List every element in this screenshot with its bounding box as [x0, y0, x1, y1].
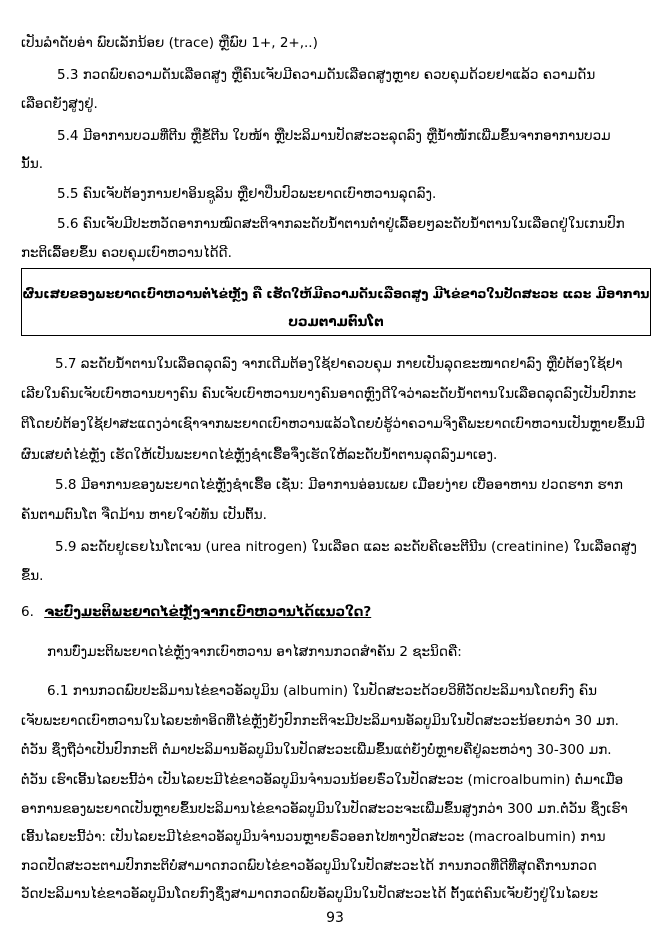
text-line: 5.4 ມີອາການບວມທີ່ຕີນ ຫຼືຂໍ້ຕີນ ໃບໜ້າ ຫຼືປະລິມານປັດສະວະລຸດລົງ ຫຼືນ້ຳໜັກເພີ່ມຂຶ້ນຈາກອາການບວມ [57, 128, 611, 144]
text-line: ເອີ້ນໄລຍະນີ້ວ່າ: ເປັນໄລຍະມີໄຂ່ຂາວອັລບູມິນຈຳນວນຫຼາຍຣົ່ວອອກໄປທາງປັດສະວະ (macroalbumin) ການ [21, 829, 606, 845]
summary-line: ຜົນເສຍຂອງພະຍາດເບົາຫວານຕໍ່ໄຂ່ຫຼັງ ຄື ເຮັດໃຫ້ມີຄວາມດັນເລືອດສູງ ມີໄຂ່ຂາວໃນປັດສະວະ ແລະ ມີອາການ [22, 286, 650, 301]
text-line: ນັ້ນ. [21, 156, 44, 172]
text-line: 5.9 ລະດັບຢູເຣຍໄນໂຕເຈນ (urea nitrogen) ໃນເລືອດ ແລະ ລະດັບຄີເອະຕີນີນ (creatinine) ໃນເລືອດສູງ [55, 539, 637, 555]
text-line: ຕິໂດຍບໍ່ຕ້ອງໃຊ້ຢາສະແດງວ່າເຊົາຈາກພະຍາດເບົາຫວານແລ້ວໂດຍບໍ່ຮູ້ວ່າຄວາມຈິງຄືພະຍາດເບົາຫວານເປັນຫຼາຍຂຶ້ນມີ [21, 416, 645, 432]
text-line: ເລີຍໃນຄົນເຈັບເບົາຫວານບາງຄົນ ຄົນເຈັບເບົາຫວານບາງຄົນອາດຫຼົງດີໃຈວ່າລະດັບນ້ຳຕານໃນເລືອດລຸດລົງເປັນປົກກະ [21, 386, 637, 402]
text-line: 5.7 ລະດັບນ້ຳຕານໃນເລືອດລຸດລົງ ຈາກເດີມຕ້ອງໃຊ້ຢາຄວບຄຸມ ກາຍເປັນລຸດຂະໜາດຢາລົງ ຫຼືບໍ່ຕ້ອງໃຊ້ຢາ [55, 356, 623, 372]
section-heading [21, 603, 371, 621]
text-line: ຜົນເສຍຕໍ່ໄຂ່ຫຼັງ ເຮັດໃຫ້ເປັນພະຍາດໄຂ່ຫຼັງຊຳເຮື້ອຈຶ່ງເຮັດໃຫ້ລະດັບນ້ຳຕານລຸດລົງມາເອງ. [21, 447, 498, 463]
text-line: ເປັນລຳດັບອ່າ ພົບເລັກນ້ອຍ (trace) ຫຼືພົບ 1+, 2+,..) [21, 35, 318, 51]
text-line: ເຈັບພະຍາດເບົາຫວານໃນໄລຍະທຳອິດທີ່ໄຂ່ຫຼັງຍັງປົກກະຕິຈະມີປະລິມານອັລບູມິນໃນປັດສະວະນ້ອຍກວ່າ 30 ມກ. [21, 713, 619, 729]
text-line: 6.1 ການກວດພົບປະລິມານໄຂ່ຂາວອັລບູມິນ (albumin) ໃນປັດສະວະດ້ວຍວິທີວັດປະລິມານໂດຍກົງ ຄົນ [47, 683, 598, 699]
page-number: 93 [326, 910, 344, 926]
text-line: ຂຶ້ນ. [21, 568, 44, 584]
text-line: ຕໍ່ວັນ ຊຶ່ງຖືວ່າເປັນປົກກະຕິ ຕໍ່ມາປະລິມານອັລບູມິນໃນປັດສະວະເພີ່ມຂຶ້ນແຕ່ຍັງບໍ່ຫຼາຍຄືຢູ່ລະຫວ່າງ 30-300 ມກ. [21, 742, 612, 758]
text-line: ຄັນຕາມຕົນໂຕ ຈືດມ້ານ ຫາຍໃຈບໍ່ທັນ ເປັນຕົ້ນ. [21, 507, 267, 523]
section-title: ຈະບົ່ງມະຕິພະຍາດໄຂ່ຫຼັງຈາກເບົາຫວານໄດ້ແນວໃດ? [44, 604, 372, 620]
text-line: 5.8 ມີອາການຂອງພະຍາດໄຂ່ຫຼັງຊຳເຮື້ອ ເຊັ່ນ: ມີອາການອ່ອນເພຍ ເມື່ອຍງ່າຍ ເບື່ອອາຫານ ປວດຮາກ ຮາກ [55, 477, 623, 493]
text-line: ຕໍ່ວັນ ເຮົາເອີ້ນໄລຍະນີ້ວ່າ ເປັນໄລຍະມີໄຂ່ຂາວອັລບູມິນຈຳນວນນ້ອຍຣົ່ວໃນປັດສະວະ (microalbumin) ຕໍ່ມາເມື່ອ [21, 772, 624, 788]
text-line: 5.6 ຄົນເຈັບມີປະຫວັດອາການໝົດສະຕິຈາກລະດັບນ້ຳຕານຕ່ຳຢູ່ເລື້ອຍໆລະດັບນ້ຳຕານໃນເລືອດຢູ່ໃນເກນປົກ [57, 216, 625, 232]
text-line: ການບົ່ງມະຕິພະຍາດໄຂ່ຫຼັງຈາກເບົາຫວານ ອາໄສການກວດສຳຄັນ 2 ຊະນິດຄື: [47, 644, 462, 660]
section-number: 6. [21, 604, 34, 620]
summary-line: ບວມຕາມຕົນໂຕ [288, 314, 384, 330]
text-line: ອາການຂອງພະຍາດເປັນຫຼາຍຂຶ້ນປະລິມານໄຂ່ຂາວອັລບູມິນໃນປັດສະວະຈະເພີ່ມຂຶ້ນສູງກວ່າ 300 ມກ.ຕໍ່ວັນ ຊຶ່ງເຮົາ [21, 801, 628, 817]
summary-box [21, 268, 651, 336]
text-line: ວັດປະລິມານໄຂ່ຂາວອັລບູມິນໂດຍກົງຊຶ່ງສາມາດກວດພົບອັລບູມິນໃນປັດສະວະໄດ້ ຕັ້ງແຕ່ຄົນເຈັບຍັງຢູ່ໃນໄລຍະ [21, 886, 599, 902]
text-line: ກະຕິເລື້ອຍຂຶ້ນ ຄວບຄຸມເບົາຫວານໄດ້ດີ. [21, 245, 232, 261]
text-line: 5.5 ຄົນເຈັບຕ້ອງການຢາອິນຊູລິນ ຫຼືຢາປິ່ນປົວພະຍາດເບົາຫວານລຸດລົງ. [57, 186, 437, 202]
text-line: 5.3 ກວດພົບຄວາມດັນເລືອດສູງ ຫຼືຄົນເຈັບມີຄວາມດັນເລືອດສູງຫຼາຍ ຄວບຄຸມດ້ວຍຢາແລ້ວ ຄວາມດັນ [57, 67, 596, 83]
text-line: ເລືອດຍັງສູງຢູ່. [21, 96, 98, 112]
text-line: ກວດປັດສະວະຕາມປົກກະຕິບໍ່ສາມາດກວດພົບໄຂ່ຂາວອັລບູມິນໃນປັດສະວະໄດ້ ການກວດທີ່ດີທີ່ສຸດຄືການກວດ [21, 858, 597, 874]
